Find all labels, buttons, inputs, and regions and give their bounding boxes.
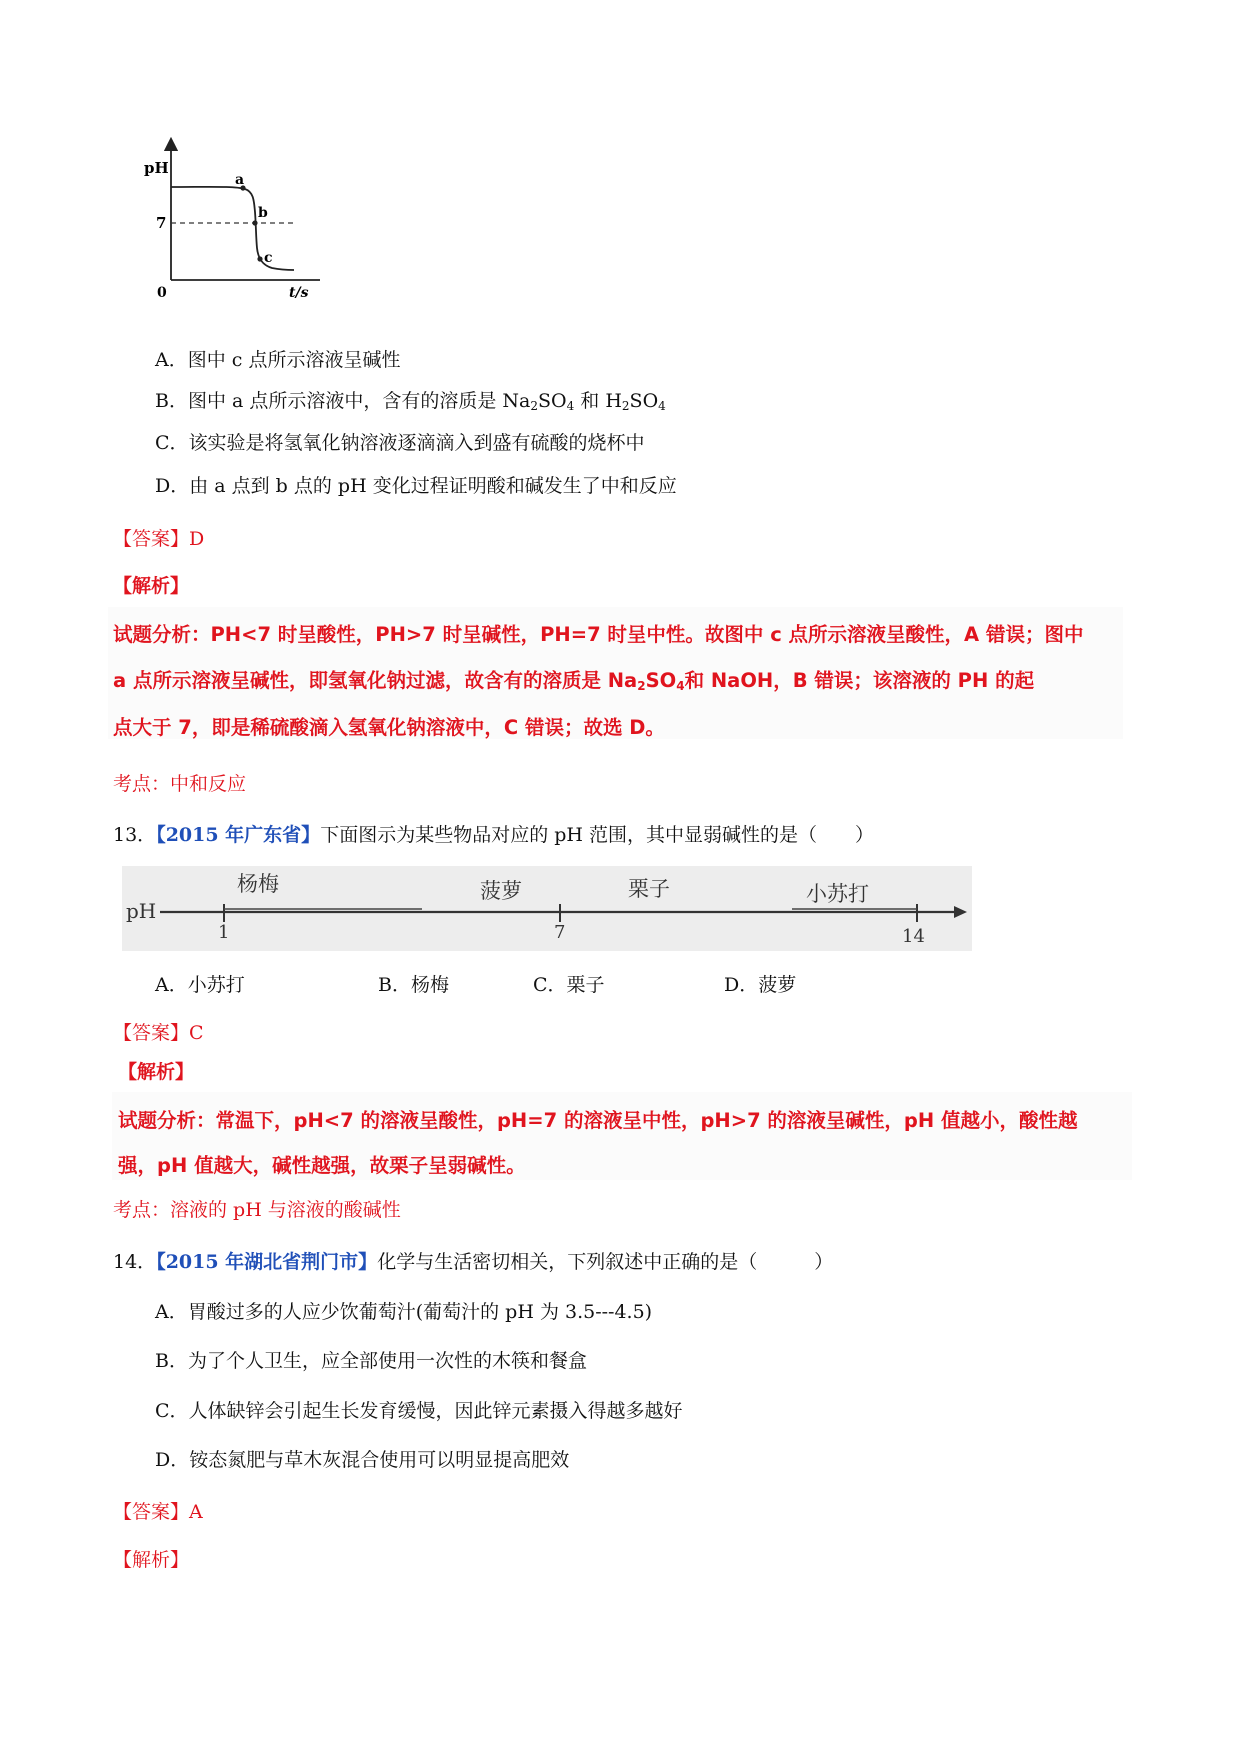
q12-option-c: C．该实验是将氢氧化钠溶液逐滴滴入到盛有硫酸的烧杯中 [155, 432, 645, 454]
ph7-tick-label: 7 [156, 214, 167, 232]
q12-option-b [155, 388, 666, 419]
question-number: 13． [113, 824, 157, 846]
q12-analysis-line2 [113, 668, 1034, 699]
q13-analysis-line2: 强，pH 值越大，碱性越强，故栗子呈弱碱性。 [118, 1154, 526, 1177]
question-text: 化学与生活密切相关，下列叙述中正确的是（ ） [377, 1251, 834, 1273]
q12-answer: 【答案】D [113, 528, 205, 550]
sub: 2 [530, 399, 539, 413]
point-c-label: c [264, 250, 273, 266]
q13-option-b: B．杨梅 [378, 974, 449, 996]
q14-stem [113, 1249, 833, 1275]
x-axis-label: t/s [289, 285, 309, 301]
q12-option-b-text: B．图中 a 点所示溶液中，含有的溶质是 Na [155, 390, 531, 412]
q13-kaodian: 考点：溶液的 pH 与溶液的酸碱性 [113, 1199, 401, 1221]
q12-option-d: D．由 a 点到 b 点的 pH 变化过程证明酸和碱发生了中和反应 [155, 475, 677, 497]
point-c-dot [257, 256, 262, 261]
label-yangmei: 杨梅 [237, 872, 279, 896]
ph-scale-svg [122, 866, 972, 951]
q14-analysis-heading: 【解析】 [113, 1549, 190, 1571]
q13-option-d: D．菠萝 [724, 974, 797, 996]
q13-option-c: C．栗子 [533, 974, 605, 996]
sub: 4 [658, 399, 666, 413]
sub: 2 [637, 679, 646, 693]
point-b-label: b [258, 205, 268, 221]
sub: 4 [566, 399, 575, 413]
q13-stem [113, 822, 874, 848]
label-xiaosuda: 小苏打 [806, 882, 869, 906]
q12-kaodian: 考点：中和反应 [113, 773, 247, 795]
analysis-text: 和 NaOH，B 错误；该溶液的 PH 的起 [684, 669, 1035, 692]
tick-label-1: 1 [218, 922, 230, 943]
label-boluo: 菠萝 [480, 879, 522, 903]
question-source: 【2015 年广东省】 [156, 824, 321, 846]
tick-label-7: 7 [554, 922, 566, 943]
question-text: 下面图示为某些物品对应的 pH 范围，其中显弱碱性的是（ ） [320, 824, 875, 846]
formula-part: SO [538, 390, 567, 412]
ph-curve-svg [144, 140, 330, 310]
point-a-label: a [235, 172, 245, 188]
q12-analysis-heading: 【解析】 [113, 575, 190, 597]
q13-option-a: A．小苏打 [155, 974, 245, 996]
origin-label: 0 [157, 285, 167, 301]
q13-analysis-line1: 试题分析：常温下，pH<7 的溶液呈酸性，pH=7 的溶液呈中性，pH>7 的溶液呈碱性，pH 值越小，酸性越 [118, 1109, 1078, 1132]
q14-option-a: A．胃酸过多的人应少饮葡萄汁(葡萄汁的 pH 为 3.5---4.5) [155, 1301, 653, 1323]
q14-option-c: C．人体缺锌会引起生长发育缓慢，因此锌元素摄入得越多越好 [155, 1400, 683, 1422]
sub: 4 [676, 679, 685, 693]
q14-answer: 【答案】A [113, 1501, 203, 1523]
ph-curve [171, 187, 294, 270]
q13-answer: 【答案】C [113, 1022, 204, 1044]
label-lizi: 栗子 [628, 877, 670, 901]
q12-option-a: A．图中 c 点所示溶液呈碱性 [155, 349, 401, 371]
ph-scale-figure [122, 866, 972, 951]
ph-curve-graph [144, 140, 330, 310]
q12-analysis-line3: 点大于 7，即是稀硫酸滴入氢氧化钠溶液中，C 错误；故选 D。 [113, 716, 665, 739]
sub: 2 [621, 399, 630, 413]
y-axis-label: pH [144, 159, 169, 177]
formula-part: 和 H [574, 390, 622, 412]
q12-analysis-line1: 试题分析：PH<7 时呈酸性，PH>7 时呈碱性，PH=7 时呈中性。故图中 c 点所示溶液呈酸性，A 错误；图中 [113, 623, 1084, 646]
q13-analysis-heading: 【解析】 [118, 1061, 195, 1083]
q14-option-b: B．为了个人卫生，应全部使用一次性的木筷和餐盒 [155, 1350, 587, 1372]
analysis-text: a 点所示溶液呈碱性，即氢氧化钠过滤，故含有的溶质是 Na [113, 669, 638, 692]
analysis-text: SO [645, 669, 677, 692]
tick-label-14: 14 [902, 926, 925, 947]
formula-part: SO [629, 390, 659, 412]
point-b-dot [252, 220, 257, 225]
question-number: 14． [113, 1251, 157, 1273]
ph-scale-label: pH [126, 899, 157, 923]
q14-option-d: D．铵态氮肥与草木灰混合使用可以明显提高肥效 [155, 1449, 570, 1471]
question-source: 【2015 年湖北省荆门市】 [156, 1251, 378, 1273]
